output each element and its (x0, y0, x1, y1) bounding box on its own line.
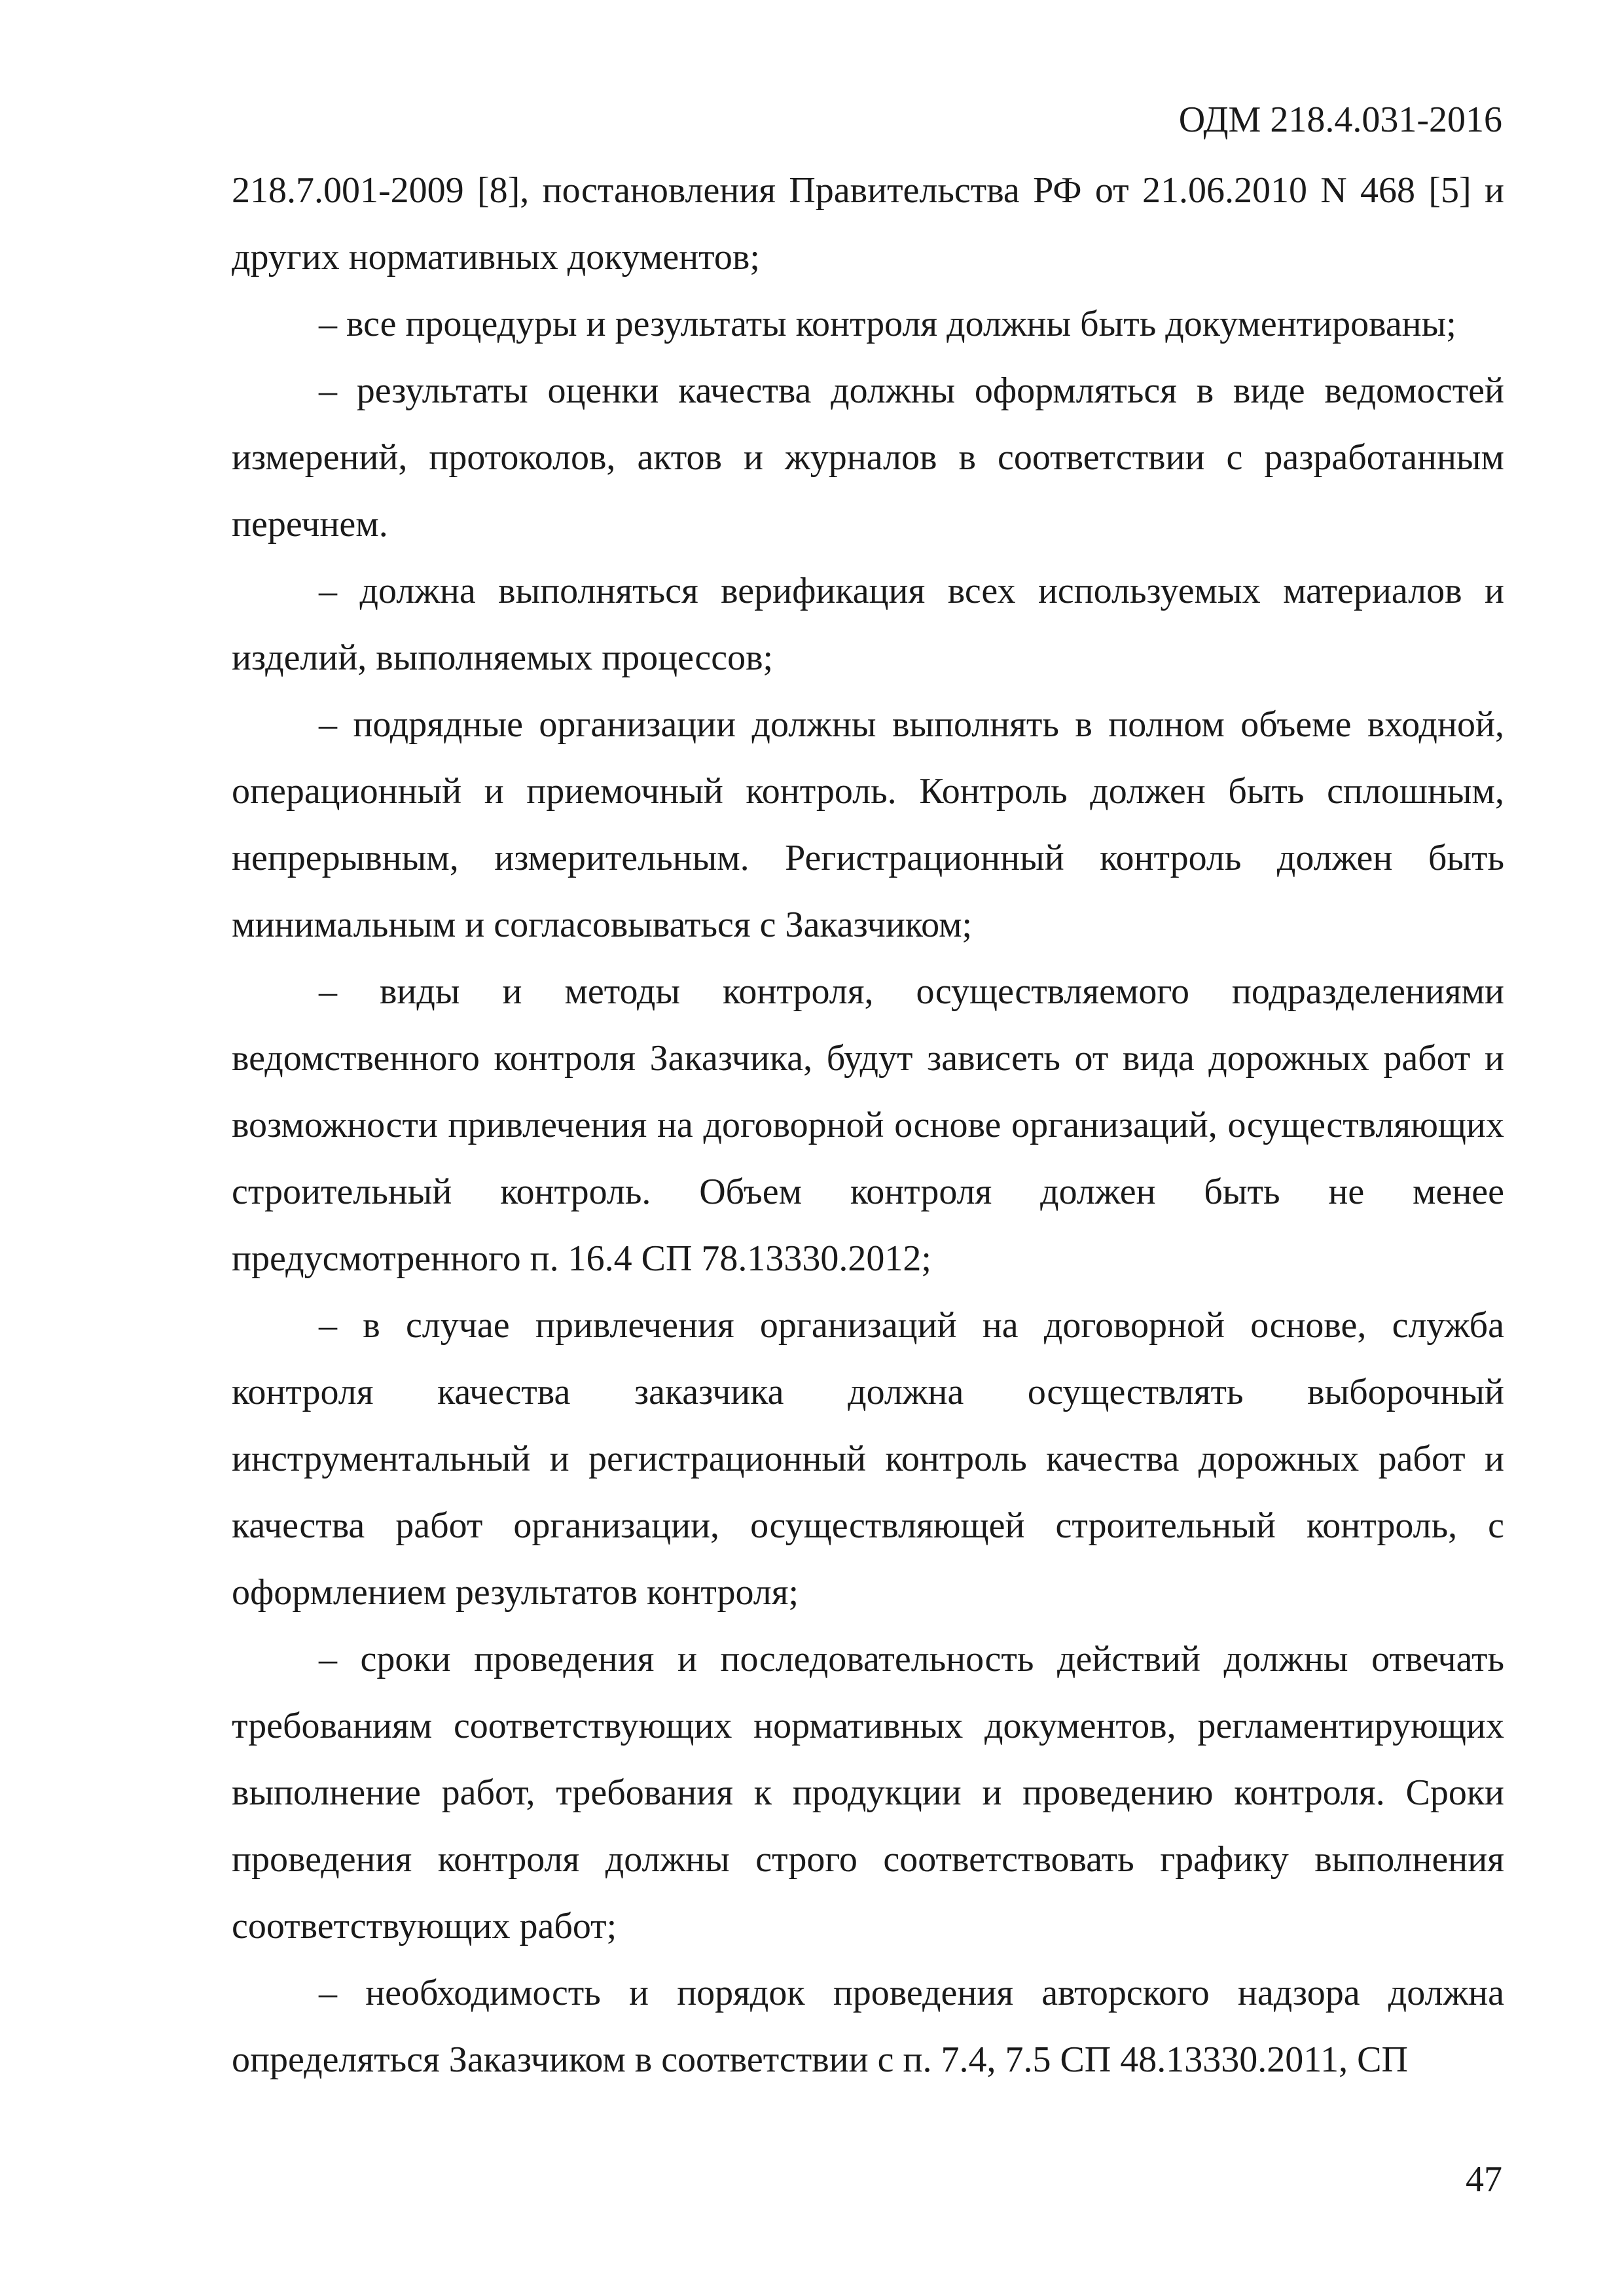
list-item: – необходимость и порядок проведения авторского надзора должна определяться Заказчиком в соответствии с п. 7.4, 7.5 СП 48.13330.2011, СП (232, 1973, 1504, 2080)
document-body (232, 157, 1504, 2093)
list-item: – результаты оценки качества должны оформляться в виде ведомостей измерений, протоколов, актов и журналов в соответствии с разработанным перечнем. (232, 370, 1504, 545)
list-item: – должна выполняться верификация всех используемых материалов и изделий, выполняемых процессов; (232, 571, 1504, 678)
list-item: – виды и методы контроля, осуществляемого подразделениями ведомственного контроля Заказчика, будут зависеть от вида дорожных работ и возможности привлечения на договорной основе организаций, осуществляющих строительный контроль. Объем контроля должен быть не менее предусмотренного п. 16.4 СП 78.13330.2012; (232, 971, 1504, 1279)
page-number: 47 (1466, 2159, 1502, 2200)
list-item: – все процедуры и результаты контроля должны быть документированы; (319, 304, 1456, 344)
list-item: – сроки проведения и последовательность действий должны отвечать требованиям соответствующих нормативных документов, регламентирующих выполнение работ, требования к продукции и проведению контроля. Сроки проведения контроля должны строго соответствовать графику выполнения соответствующих работ; (232, 1639, 1504, 1946)
paragraph-continuation: 218.7.001-2009 [8], постановления Правительства РФ от 21.06.2010 N 468 [5] и других нормативных документов; (232, 170, 1504, 278)
list-item: – подрядные организации должны выполнять в полном объеме входной, операционный и приемочный контроль. Контроль должен быть сплошным, непрерывным, измерительным. Регистрационный контроль должен быть минимальным и согласовываться с Заказчиком; (232, 704, 1504, 945)
document-code-header: ОДМ 218.4.031-2016 (1178, 99, 1502, 140)
list-item: – в случае привлечения организаций на договорной основе, служба контроля качества заказчика должна осуществлять выборочный инструментальный и регистрационный контроль качества дорожных работ и качества работ организации, осуществляющей строительный контроль, с оформлением результатов контроля; (232, 1305, 1504, 1613)
